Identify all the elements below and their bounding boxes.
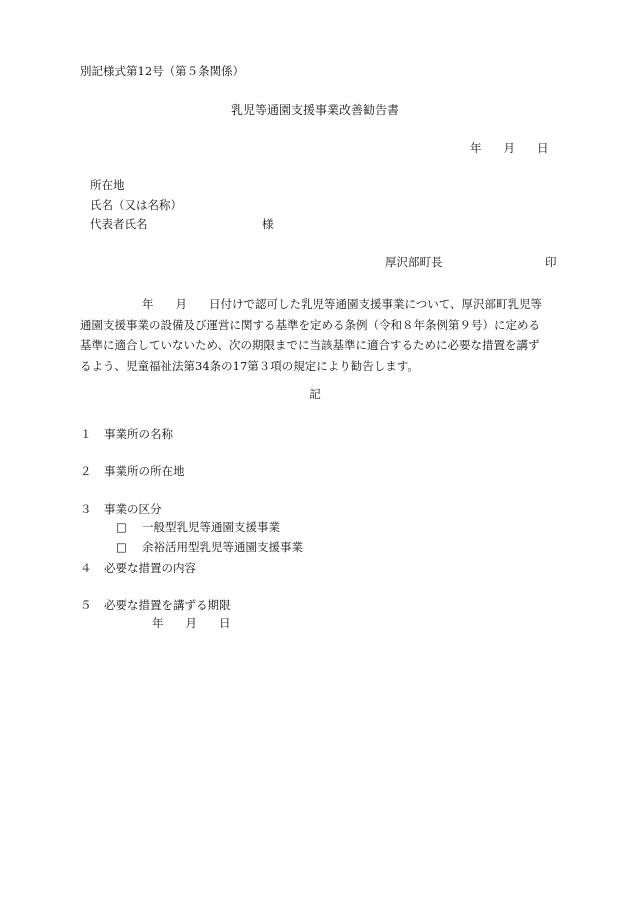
issuer-seal: 印 xyxy=(545,255,557,269)
body-line-4: るよう、児童福祉法第34条の17第３項の規定により勧告します。 xyxy=(80,358,419,373)
deadline-year: 年 xyxy=(152,616,164,630)
ki-heading: 記 xyxy=(309,387,321,401)
issue-date xyxy=(470,143,549,155)
item-required-measures xyxy=(80,563,196,575)
recommendation-body xyxy=(80,294,580,376)
item-label: 必要な措置を講ずる期限 xyxy=(104,598,231,612)
item-label: 事業所の所在地 xyxy=(104,464,185,478)
item-label: 必要な措置の内容 xyxy=(104,561,196,575)
checkbox-spare-capacity-type: □ xyxy=(116,540,127,554)
addressee-honorific: 様 xyxy=(262,217,274,231)
item-label: 事業の区分 xyxy=(104,502,162,516)
item-number: １ xyxy=(80,427,92,441)
option-label: 一般型乳児等通園支援事業 xyxy=(142,520,280,534)
item-number: ４ xyxy=(80,561,92,575)
item-number: ３ xyxy=(80,502,92,516)
issuer-title: 厚沢部町長 xyxy=(385,255,443,269)
body-line-2: 通園支援事業の設備及び運営に関する基準を定める条例（令和８年条例第９号）に定める xyxy=(80,317,540,332)
deadline-date xyxy=(152,618,231,630)
body-year: 年 xyxy=(142,297,154,311)
body-line-1-rest: 日付けで認可した乳児等通園支援事業について、厚沢部町乳児等 xyxy=(209,297,543,311)
deadline-day: 日 xyxy=(219,616,231,630)
document-title: 乳児等通園支援事業改善勧告書 xyxy=(230,103,399,117)
deadline-month: 月 xyxy=(185,616,197,630)
item-number: ２ xyxy=(80,464,92,478)
item-label: 事業所の名称 xyxy=(104,427,173,441)
item-business-location xyxy=(80,466,185,478)
issue-date-day: 日 xyxy=(537,141,549,155)
body-month: 月 xyxy=(175,297,187,311)
addressee-representative-label: 代表者氏名 xyxy=(90,217,148,231)
item-deadline xyxy=(80,600,231,612)
checkbox-general-type: □ xyxy=(116,520,127,534)
body-line-3: 基準に適合していないため、次の期限までに当該基準に適合するために必要な措置を講ず xyxy=(80,338,540,352)
option-spare-capacity-type xyxy=(116,542,303,554)
form-number: 別記様式第12号（第５条関係） xyxy=(80,64,245,78)
body-line-1 xyxy=(80,294,580,315)
item-business-name xyxy=(80,429,173,441)
item-number: ５ xyxy=(80,598,92,612)
option-label: 余裕活用型乳児等通園支援事業 xyxy=(142,540,303,554)
item-business-category xyxy=(80,504,162,516)
issue-date-year: 年 xyxy=(470,141,482,155)
addressee-name-label: 氏名（又は名称） xyxy=(90,198,182,212)
addressee-location-label: 所在地 xyxy=(90,178,125,192)
option-general-type xyxy=(116,522,280,534)
issue-date-month: 月 xyxy=(503,141,515,155)
